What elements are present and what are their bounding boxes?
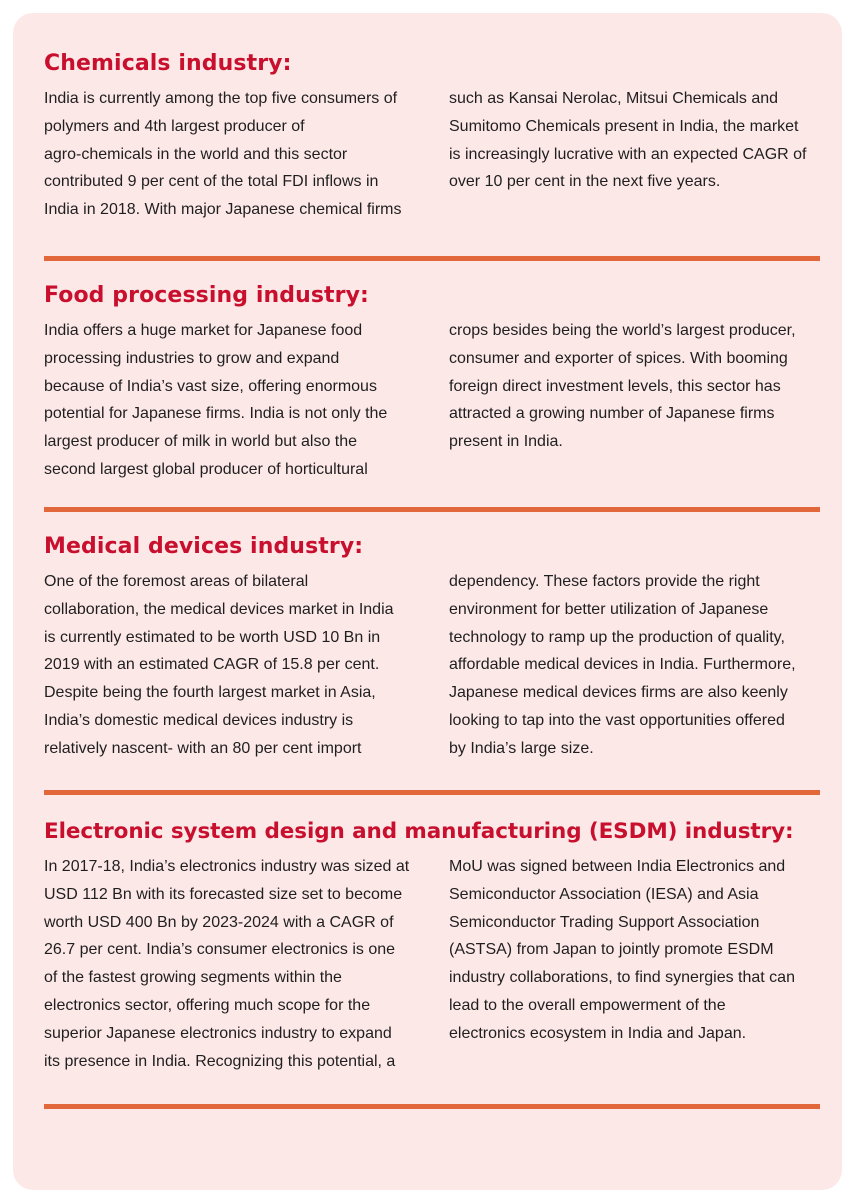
text-line: 26.7 per cent. India’s consumer electronics is one bbox=[44, 941, 396, 959]
section-divider bbox=[44, 790, 820, 795]
text-line: Semiconductor Association (IESA) and Asia bbox=[449, 885, 759, 903]
column-right bbox=[449, 568, 827, 763]
text-line: looking to tap into the vast opportunities offered bbox=[449, 711, 785, 729]
text-line: electronics ecosystem in India and Japan. bbox=[449, 1024, 747, 1042]
text-line: 2019 with an estimated CAGR of 15.8 per cent. bbox=[44, 656, 380, 674]
section-chemicals bbox=[44, 49, 820, 219]
text-line: potential for Japanese firms. India is not only the bbox=[44, 405, 388, 423]
text-line: attracted a growing number of Japanese firms bbox=[449, 405, 775, 423]
section-food-processing bbox=[44, 281, 820, 478]
section-medical-devices bbox=[44, 532, 820, 757]
text-line: Japanese medical devices firms are also keenly bbox=[449, 684, 788, 702]
page-card bbox=[13, 13, 842, 1190]
text-line: of the fastest growing segments within the bbox=[44, 969, 342, 987]
text-line: processing industries to grow and expand bbox=[44, 349, 340, 367]
text-line: technology to ramp up the production of quality, bbox=[449, 628, 785, 646]
text-line: India is currently among the top five consumers of bbox=[44, 90, 398, 107]
section-title-medical-devices: Medical devices industry: bbox=[44, 534, 364, 559]
section-esdm bbox=[44, 817, 820, 1070]
text-line: lead to the overall empowerment of the bbox=[449, 996, 726, 1014]
text-line: agro-chemicals in the world and this sector bbox=[44, 145, 348, 163]
text-line: its presence in India. Recognizing this potential, a bbox=[44, 1052, 396, 1070]
text-line: Despite being the fourth largest market in Asia, bbox=[44, 684, 376, 702]
text-line: over 10 per cent in the next five years. bbox=[449, 173, 721, 191]
text-line: USD 112 Bn with its forecasted size set to become bbox=[44, 885, 403, 903]
section-title-chemicals: Chemicals industry: bbox=[44, 51, 292, 76]
text-line: is currently estimated to be worth USD 10 Bn in bbox=[44, 628, 381, 646]
section-divider bbox=[44, 1104, 820, 1109]
section-divider bbox=[44, 507, 820, 512]
text-line: is increasingly lucrative with an expected CAGR of bbox=[449, 145, 807, 163]
text-line: relatively nascent- with an 80 per cent import bbox=[44, 739, 362, 757]
text-line: industry collaborations, to find synergies that can bbox=[449, 969, 795, 987]
text-line: by India’s large size. bbox=[449, 739, 594, 757]
text-line: affordable medical devices in India. Furthermore, bbox=[449, 656, 796, 674]
column-left bbox=[44, 853, 426, 1075]
text-line: such as Kansai Nerolac, Mitsui Chemicals and bbox=[449, 90, 779, 107]
text-line: electronics sector, offering much scope for the bbox=[44, 996, 371, 1014]
text-line: superior Japanese electronics industry to expand bbox=[44, 1024, 392, 1042]
text-line: India offers a huge market for Japanese food bbox=[44, 322, 363, 339]
column-left bbox=[44, 85, 426, 224]
text-line: contributed 9 per cent of the total FDI inflows in bbox=[44, 173, 379, 191]
text-line: Semiconductor Trading Support Association bbox=[449, 913, 760, 931]
text-line: polymers and 4th largest producer of bbox=[44, 117, 305, 135]
column-right bbox=[449, 853, 827, 1048]
text-line: MoU was signed between India Electronics and bbox=[449, 858, 786, 875]
text-line: worth USD 400 Bn by 2023-2024 with a CAGR of bbox=[44, 913, 394, 931]
text-line: In 2017-18, India’s electronics industry was sized at bbox=[44, 858, 410, 875]
text-line: India’s domestic medical devices industry is bbox=[44, 711, 354, 729]
text-line: foreign direct investment levels, this sector has bbox=[449, 377, 781, 395]
text-line: (ASTSA) from Japan to jointly promote ESDM bbox=[449, 941, 774, 959]
text-line: consumer and exporter of spices. With booming bbox=[449, 349, 788, 367]
text-line: crops besides being the world’s largest producer, bbox=[449, 322, 796, 339]
text-line: largest producer of milk in world but also the bbox=[44, 433, 358, 451]
text-line: India in 2018. With major Japanese chemical firms bbox=[44, 201, 402, 219]
section-divider bbox=[44, 256, 820, 261]
text-line: dependency. These factors provide the right bbox=[449, 573, 760, 590]
text-line: because of India’s vast size, offering enormous bbox=[44, 377, 377, 395]
column-right bbox=[449, 317, 827, 456]
column-left bbox=[44, 317, 426, 484]
section-title-food-processing: Food processing industry: bbox=[44, 283, 369, 308]
text-line: present in India. bbox=[449, 433, 563, 451]
text-line: second largest global producer of horticultural bbox=[44, 460, 368, 478]
text-line: One of the foremost areas of bilateral bbox=[44, 573, 309, 590]
text-line: collaboration, the medical devices market in India bbox=[44, 600, 394, 618]
text-line: environment for better utilization of Japanese bbox=[449, 600, 769, 618]
text-line: Sumitomo Chemicals present in India, the market bbox=[449, 117, 799, 135]
section-title-esdm: Electronic system design and manufacturing (ESDM) industry: bbox=[44, 819, 794, 844]
column-left bbox=[44, 568, 426, 763]
column-right bbox=[449, 85, 827, 196]
